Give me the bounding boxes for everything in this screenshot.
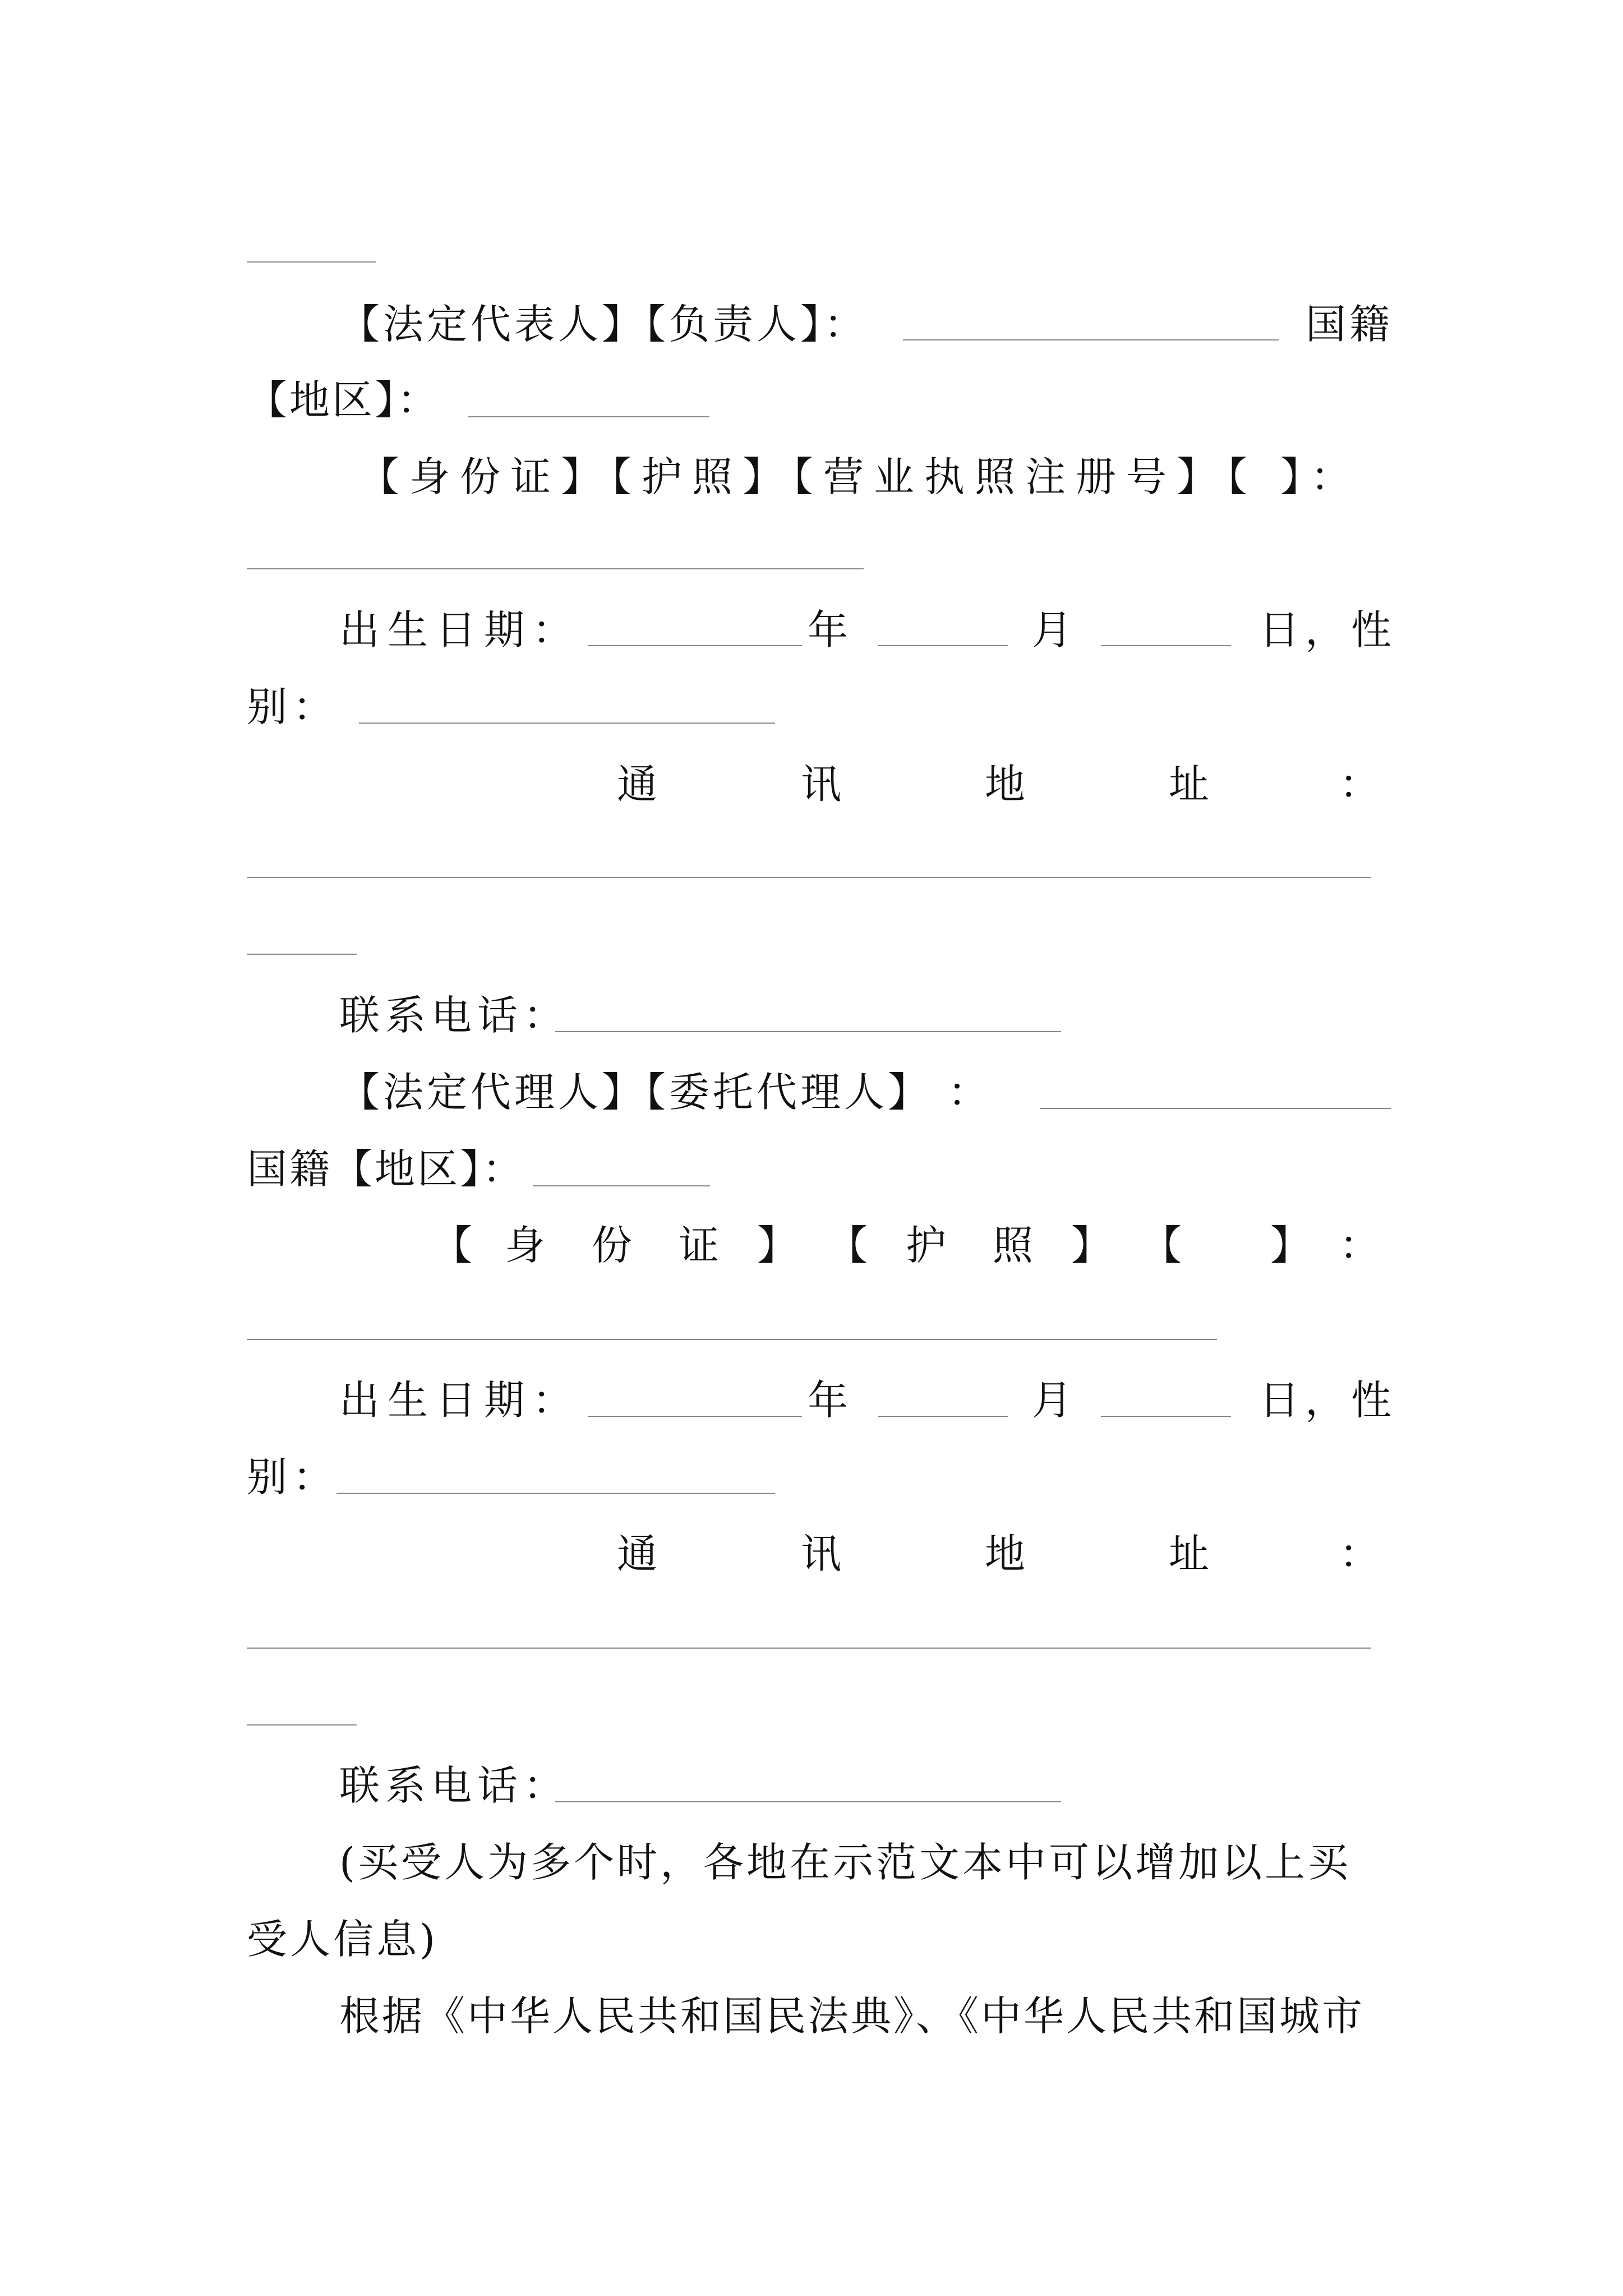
agent-id-number-blank[interactable]: [247, 1339, 1217, 1340]
agent-id-char: 身: [505, 1222, 546, 1269]
address-char: 地: [985, 761, 1026, 808]
agent-id-char: 【: [1141, 1222, 1182, 1269]
agent-address-blank-line-2[interactable]: [247, 1724, 357, 1726]
address-char: 通: [617, 761, 658, 808]
day-gender-label: 日，性: [1259, 606, 1398, 654]
birth-day-blank[interactable]: [1101, 645, 1231, 646]
legal-rep-name-blank[interactable]: [903, 339, 1279, 341]
agent-birth-day-blank[interactable]: [1101, 1416, 1231, 1417]
birth-date-label: 出生日期：: [339, 606, 581, 654]
agent-address-char: 讯: [801, 1530, 842, 1577]
region-blank[interactable]: [468, 416, 709, 417]
agent-id-char: 照: [993, 1222, 1034, 1269]
agent-month-label: 月: [1032, 1377, 1073, 1424]
nationality-label: 国籍: [1306, 301, 1394, 348]
agent-address-char: ：: [1339, 1530, 1380, 1577]
agent-id-char: ：: [1339, 1222, 1380, 1269]
region-label: 【地区】：: [247, 376, 440, 424]
address-char: ：: [1339, 761, 1380, 808]
phone-label: 联系电话：: [339, 992, 570, 1039]
agent-id-char: 【: [432, 1222, 473, 1269]
agent-nationality-label: 国籍【地区】：: [247, 1145, 525, 1193]
agent-address-char: 通: [617, 1530, 658, 1577]
agent-region-blank[interactable]: [533, 1185, 710, 1186]
agent-id-char: 证: [679, 1222, 720, 1269]
birth-month-blank[interactable]: [878, 645, 1008, 646]
address-char: 址: [1169, 761, 1210, 808]
agent-id-char: 】: [757, 1222, 798, 1269]
buyer-note-line-2: 受人信息): [247, 1916, 439, 1963]
agent-name-blank[interactable]: [1040, 1108, 1391, 1109]
legal-rep-label: 【法定代表人】【负责人】：: [339, 301, 868, 348]
fill-blank-continuation[interactable]: [247, 261, 376, 263]
month-label: 月: [1032, 606, 1073, 654]
address-blank-line-1[interactable]: [247, 877, 1371, 878]
agent-birth-year-blank[interactable]: [588, 1416, 802, 1417]
address-blank-line-2[interactable]: [247, 954, 357, 955]
agent-id-char: 】: [1071, 1222, 1112, 1269]
agent-phone-blank[interactable]: [555, 1801, 1061, 1802]
agent-gender-label: 别：: [247, 1453, 339, 1501]
agent-id-char: 【: [827, 1222, 868, 1269]
agent-gender-blank[interactable]: [336, 1493, 775, 1494]
year-label: 年: [808, 606, 849, 654]
agent-id-char: 护: [906, 1222, 947, 1269]
legal-basis-paragraph: 根据《中华人民共和国民法典》、《中华人民共和国城市: [339, 1993, 1365, 2040]
agent-birth-date-label: 出生日期：: [339, 1377, 581, 1424]
phone-blank[interactable]: [555, 1031, 1061, 1032]
address-char: 讯: [801, 761, 842, 808]
agent-phone-label: 联系电话：: [339, 1762, 570, 1809]
agent-id-char: 】: [1270, 1222, 1311, 1269]
agent-birth-month-blank[interactable]: [878, 1416, 1008, 1417]
birth-year-blank[interactable]: [588, 645, 802, 646]
agent-address-char: 地: [985, 1530, 1026, 1577]
buyer-note-line-1: (买受人为多个时，各地在示范文本中可以增加以上买: [339, 1839, 1352, 1886]
agent-year-label: 年: [808, 1377, 849, 1424]
agent-label: 【法定代理人】【委托代理人】 ：: [339, 1069, 992, 1116]
agent-address-blank-line-1[interactable]: [247, 1648, 1371, 1649]
agent-id-char: 份: [592, 1222, 633, 1269]
gender-blank[interactable]: [359, 723, 775, 724]
agent-address-char: 址: [1169, 1530, 1210, 1577]
gender-label: 别：: [247, 683, 339, 730]
id-number-blank[interactable]: [247, 568, 864, 569]
id-type-label: 【身份证】【护照】【营业执照注册号】【 】：: [359, 453, 1361, 500]
agent-day-gender-label: 日，性: [1259, 1377, 1398, 1424]
